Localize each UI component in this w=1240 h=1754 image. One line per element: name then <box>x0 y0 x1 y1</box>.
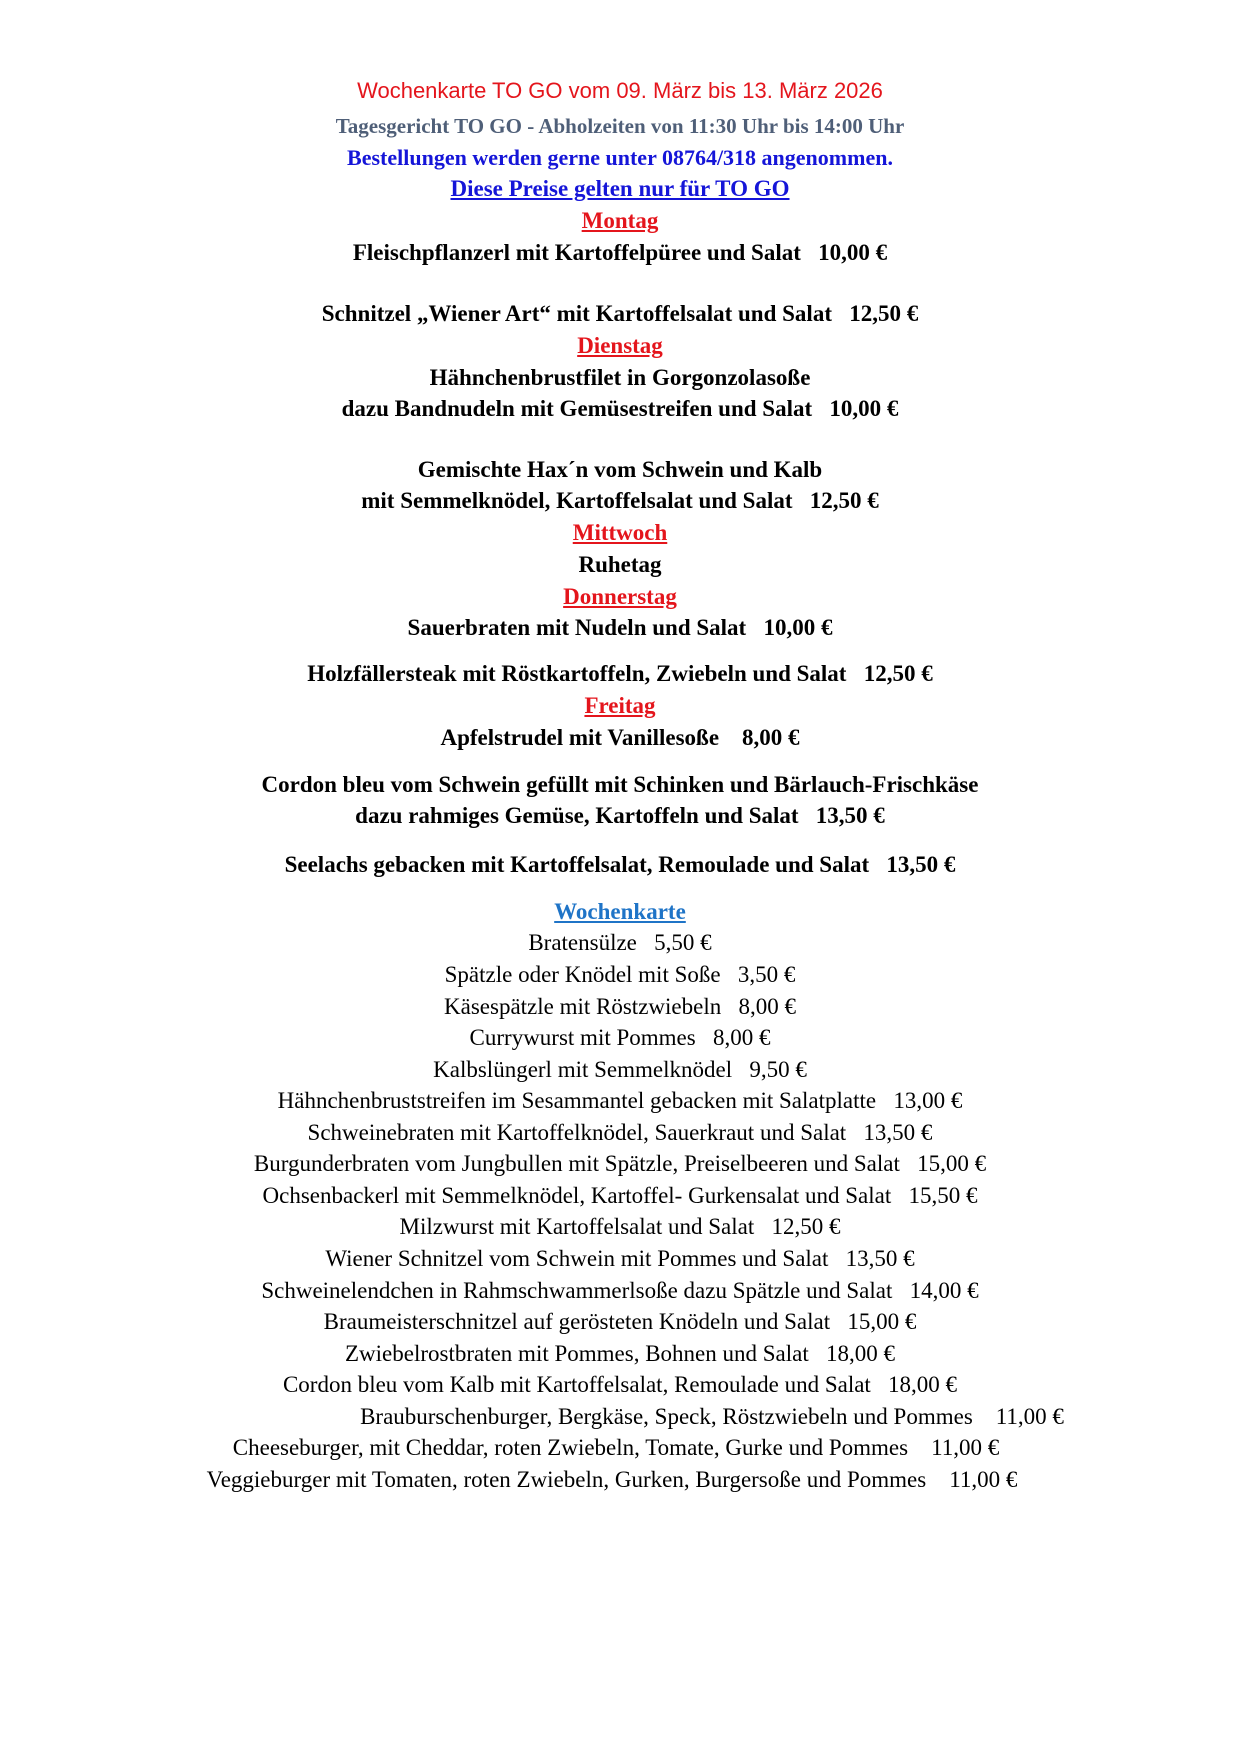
menu-title: Wochenkarte TO GO vom 09. März bis 13. März 2026 <box>357 78 883 103</box>
weekly-menu-item: Zwiebelrostbraten mit Pommes, Bohnen und Salat 18,00 € <box>344 1341 895 1366</box>
thursday-dish-1: Sauerbraten mit Nudeln und Salat 10,00 € <box>407 615 833 640</box>
day-heading-wednesday: Mittwoch <box>572 520 668 545</box>
to-go-prices-note: Diese Preise gelten nur für TO GO <box>450 176 790 201</box>
pickup-times: Tagesgericht TO GO - Abholzeiten von 11:30 Uhr bis 14:00 Uhr <box>335 114 905 138</box>
thursday-dish-2: Holzfällersteak mit Röstkartoffeln, Zwiebeln und Salat 12,50 € <box>307 661 933 686</box>
weekly-menu-item: Bratensülze 5,50 € <box>528 930 712 955</box>
weekly-menu-item: Brauburschenburger, Bergkäse, Speck, Röstzwiebeln und Pommes 11,00 € <box>360 1404 1064 1429</box>
day-heading-tuesday: Dienstag <box>577 333 663 358</box>
tuesday-dish-2-line-2: mit Semmelknödel, Kartoffelsalat und Salat 12,50 € <box>361 488 879 513</box>
weekly-menu-item: Cheeseburger, mit Cheddar, roten Zwiebeln, Tomate, Gurke und Pommes 11,00 € <box>232 1435 1000 1460</box>
weekly-menu-item: Hähnchenbruststreifen im Sesammantel gebacken mit Salatplatte 13,00 € <box>277 1088 963 1113</box>
weekly-menu-heading: Wochenkarte <box>554 899 686 924</box>
friday-dish-2-line-1: Cordon bleu vom Schwein gefüllt mit Schinken und Bärlauch-Frischkäse <box>261 772 979 797</box>
friday-dish-1: Apfelstrudel mit Vanillesoße 8,00 € <box>440 725 800 750</box>
weekly-menu-item: Braumeisterschnitzel auf gerösteten Knödeln und Salat 15,00 € <box>323 1309 917 1334</box>
order-phone-note: Bestellungen werden gerne unter 08764/318 angenommen. <box>347 145 893 170</box>
weekly-menu-item: Käsespätzle mit Röstzwiebeln 8,00 € <box>444 994 796 1019</box>
friday-dish-3: Seelachs gebacken mit Kartoffelsalat, Remoulade und Salat 13,50 € <box>284 852 956 877</box>
weekly-menu-item: Kalbslüngerl mit Semmelknödel 9,50 € <box>433 1057 807 1082</box>
day-heading-thursday: Donnerstag <box>563 584 677 609</box>
monday-dish-2: Schnitzel „Wiener Art“ mit Kartoffelsalat und Salat 12,50 € <box>321 301 919 326</box>
weekly-menu-item: Veggieburger mit Tomaten, roten Zwiebeln, Gurken, Burgersoße und Pommes 11,00 € <box>206 1467 1018 1492</box>
weekly-menu-item: Schweinebraten mit Kartoffelknödel, Sauerkraut und Salat 13,50 € <box>307 1120 933 1145</box>
tuesday-dish-1-line-1: Hähnchenbrustfilet in Gorgonzolasoße <box>429 365 811 390</box>
tuesday-dish-2-line-1: Gemischte Hax´n vom Schwein und Kalb <box>417 457 823 482</box>
day-heading-friday: Freitag <box>584 693 656 718</box>
weekly-menu-item: Currywurst mit Pommes 8,00 € <box>469 1025 771 1050</box>
day-heading-monday: Montag <box>581 208 659 233</box>
weekly-menu-item: Cordon bleu vom Kalb mit Kartoffelsalat, Remoulade und Salat 18,00 € <box>282 1372 958 1397</box>
monday-dish-1: Fleischpflanzerl mit Kartoffelpüree und Salat 10,00 € <box>352 240 888 265</box>
friday-dish-2-line-2: dazu rahmiges Gemüse, Kartoffeln und Salat 13,50 € <box>355 803 885 828</box>
weekly-menu-item: Burgunderbraten vom Jungbullen mit Spätzle, Preiselbeeren und Salat 15,00 € <box>253 1151 987 1176</box>
weekly-menu-item: Ochsenbackerl mit Semmelknödel, Kartoffel- Gurkensalat und Salat 15,50 € <box>262 1183 978 1208</box>
weekly-menu-item: Milzwurst mit Kartoffelsalat und Salat 12,50 € <box>399 1214 841 1239</box>
wednesday-closed-note: Ruhetag <box>578 552 662 577</box>
weekly-menu-item: Schweinelendchen in Rahmschwammerlsoße dazu Spätzle und Salat 14,00 € <box>261 1278 979 1303</box>
tuesday-dish-1-line-2: dazu Bandnudeln mit Gemüsestreifen und Salat 10,00 € <box>341 396 899 421</box>
weekly-menu-item: Spätzle oder Knödel mit Soße 3,50 € <box>444 962 796 987</box>
weekly-menu-item: Wiener Schnitzel vom Schwein mit Pommes und Salat 13,50 € <box>325 1246 915 1271</box>
